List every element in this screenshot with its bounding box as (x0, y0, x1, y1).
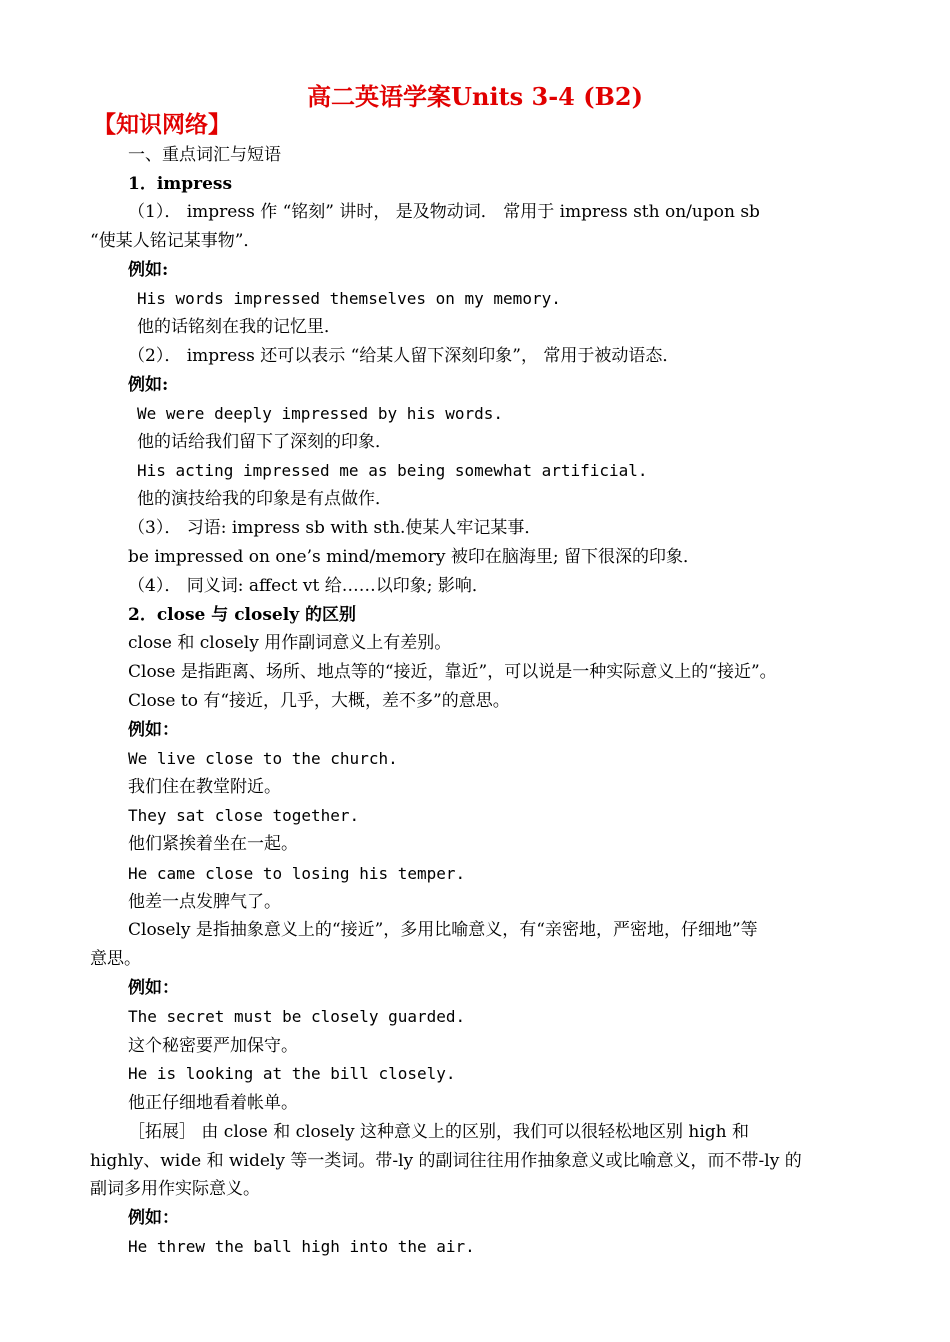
page-title: 高二英语学案Units 3-4 (B2) (307, 82, 643, 111)
extension-note: ［拓展］ 由 close 和 closely 这种意义上的区别，我们可以很轻松地区别 high 和 (128, 1122, 750, 1142)
example-label: 例如： (128, 978, 179, 998)
example-sentence: He is looking at the bill closely. (128, 1064, 456, 1083)
example-sentence: He came close to losing his temper. (128, 864, 466, 883)
text-line: Close to 有“接近，几乎，大概，差不多”的意思。 (128, 691, 510, 711)
text-line: Close 是指距离、场所、地点等的“接近，靠近”，可以说是一种实际意义上的“接近”。 (128, 662, 777, 682)
text-line: （1）． impress 作 “铭刻” 讲时， 是及物动词． 常用于 impress sth on/upon sb (128, 202, 760, 222)
text-line: （3）． 习语: impress sb with sth.使某人牢记某事． (128, 518, 542, 538)
text-line: Closely 是指抽象意义上的“接近”，多用比喻意义，有“亲密地，严密地，仔细地”等 (128, 920, 758, 940)
example-sentence: His acting impressed me as being somewhat artificial. (137, 461, 648, 480)
example-sentence: The secret must be closely guarded. (128, 1007, 466, 1026)
text-line: close 和 closely 用作副词意义上有差别。 (128, 633, 452, 653)
example-translation: 我们住在教堂附近。 (128, 777, 281, 797)
example-label: 例如： (128, 1208, 179, 1228)
example-sentence: We were deeply impressed by his words. (137, 404, 504, 423)
text-line: 副词多用作实际意义。 (90, 1179, 260, 1199)
section-heading: 【知识网络】 (93, 112, 231, 138)
item-heading-impress: 1．impress (128, 174, 233, 194)
example-translation: 他的演技给我的印象是有点做作． (137, 489, 392, 509)
example-label: 例如: (128, 260, 169, 280)
example-sentence: They sat close together. (128, 806, 360, 825)
example-translation: 他的话铭刻在我的记忆里． (137, 317, 341, 337)
text-line: “使某人铭记某事物”． (90, 231, 261, 251)
example-sentence: We live close to the church. (128, 749, 398, 768)
item-heading-close: 2．close 与 closely 的区别 (128, 605, 356, 625)
example-translation: 他的话给我们留下了深刻的印象． (137, 432, 392, 452)
text-line: （2）． impress 还可以表示 “给某人留下深刻印象”， 常用于被动语态． (128, 346, 680, 366)
example-translation: 他差一点发脾气了。 (128, 892, 281, 912)
example-translation: 他正仔细地看着帐单。 (128, 1093, 298, 1113)
example-label: 例如: (128, 375, 169, 395)
heading-vocabulary: 一、重点词汇与短语 (128, 145, 281, 165)
example-sentence: His words impressed themselves on my memory. (137, 289, 561, 308)
example-sentence: He threw the ball high into the air. (128, 1237, 475, 1256)
text-line: highly、wide 和 widely 等一类词。带-ly 的副词往往用作抽象意义或比喻意义，而不带-ly 的 (90, 1151, 802, 1171)
example-translation: 这个秘密要严加保守。 (128, 1036, 298, 1056)
example-label: 例如： (128, 720, 179, 740)
text-line: 意思。 (90, 949, 141, 969)
example-translation: 他们紧挨着坐在一起。 (128, 834, 298, 854)
text-line: be impressed on one’s mind/memory 被印在脑海里; 留下很深的印象． (128, 547, 701, 567)
text-line: （4）． 同义词: affect vt 给……以印象; 影响． (128, 576, 489, 596)
